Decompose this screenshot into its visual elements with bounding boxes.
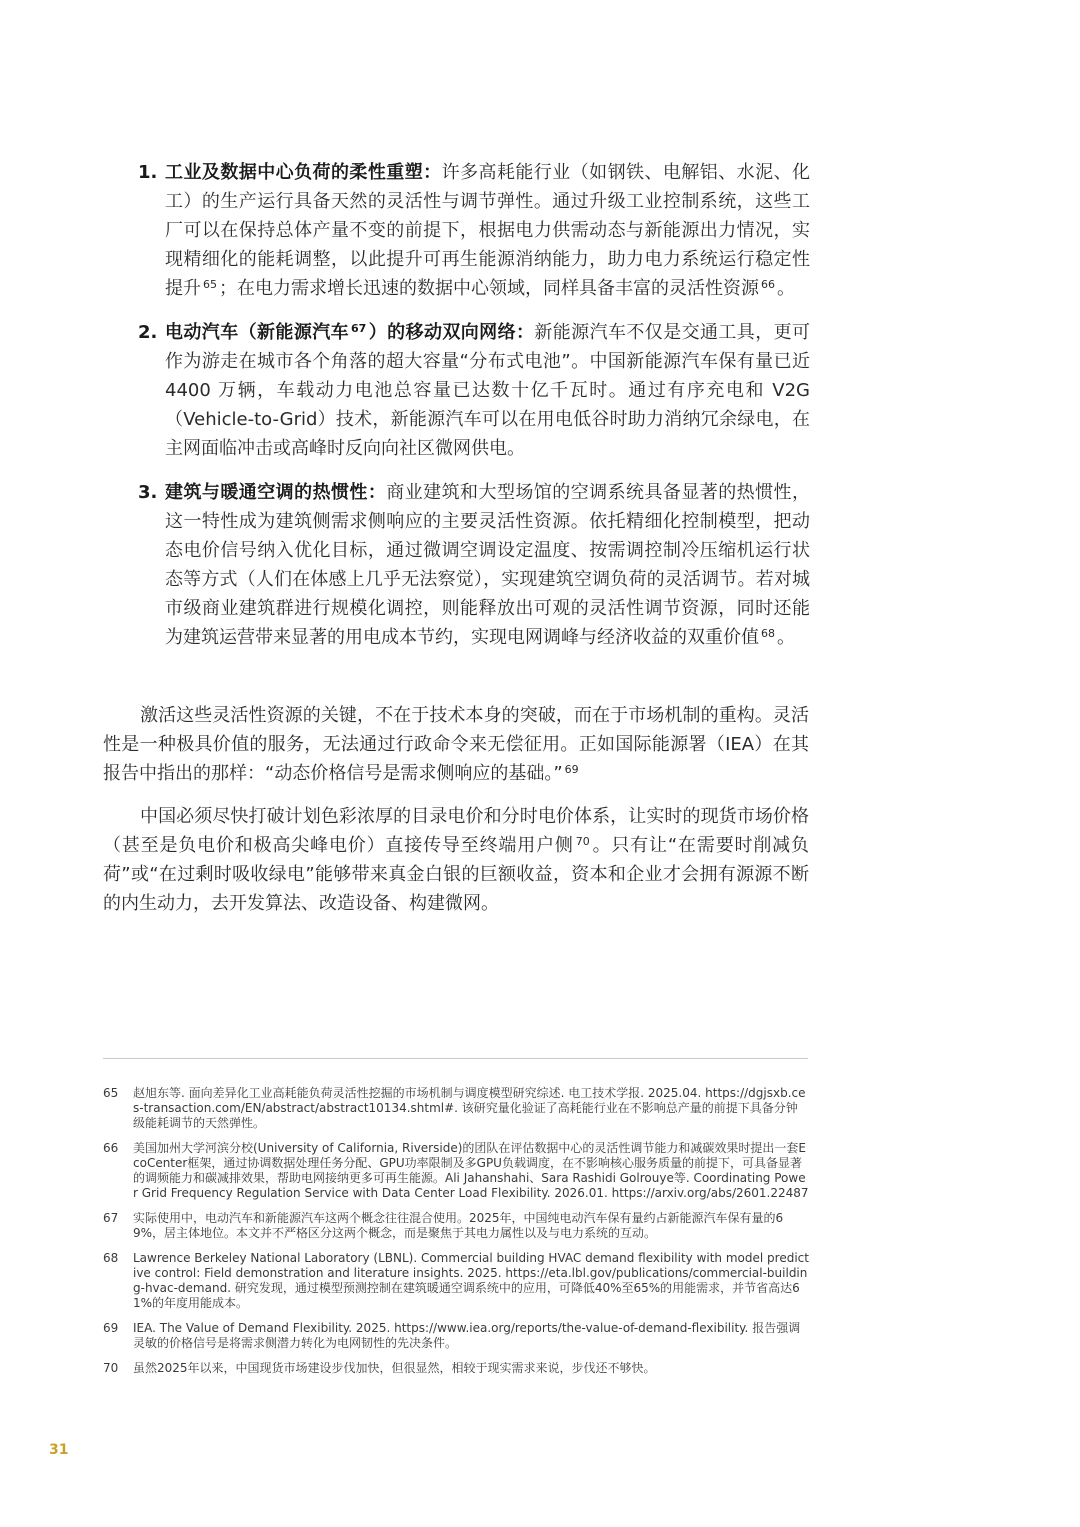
footnote-text: 美国加州大学河滨分校(University of California, Riverside)的团队在评估数据中心的灵活性调节能力和减碳效果时提出一套EcoCenter框架，通过协调数据处理任务分配、GPU功率限制及多GPU负载调度，在不影响核心服务质量的前提下，可具备显著的调频能力和碳减排效果，帮助电网接纳更多可再生能源。Ali Jahanshahi、Sara Rashidi Golrouye等. Coordinating Power Grid Frequency Regulation Service with Data Center Load Flexibility. 2026.01. https://arxiv.org/abs/2601.22487	[133, 1141, 809, 1200]
footnote-text: 赵旭东等. 面向差异化工业高耗能负荷灵活性挖掘的市场机制与调度模型研究综述. 电工技术学报. 2025.04. https://dgjsxb.ces-transaction.com/EN/abstract/abstract10134.shtml#. 该研究量化验证了高耗能行业在不影响总产量的前提下具备分钟级能耗调节的天然弹性。	[133, 1086, 806, 1130]
paragraph-text: 。只有让“在需要时削减负荷”或“在过剩时吸收绿电”能够带来真金白银的巨额收益，资本和企业才会拥有源源不断的内生动力，去开发算法、改造设备、构建微网。	[103, 835, 810, 914]
footnote-number: 65	[103, 1086, 119, 1100]
footnote	[103, 1321, 809, 1351]
footnote-text: IEA. The Value of Demand Flexibility. 2025. https://www.iea.org/reports/the-value-of-demand-flexibility. 报告强调灵敏的价格信号是将需求侧潜力转化为电网韧性的先决条件。	[133, 1321, 801, 1350]
page-number: 31	[49, 1442, 69, 1458]
footnote-number: 67	[103, 1211, 119, 1225]
paragraph-text: 中国必须尽快打破计划色彩浓厚的目录电价和分时电价体系，让实时的现货市场价格（甚至是负电价和极高尖峰电价）直接传导至终端用户侧	[103, 806, 809, 856]
numbered-list	[138, 158, 810, 667]
list-number: 3.	[138, 482, 158, 503]
footnote	[103, 1086, 809, 1131]
footnote-ref[interactable]: 66	[761, 278, 775, 291]
footnote-divider	[103, 1058, 808, 1059]
footnote-text: 实际使用中，电动汽车和新能源汽车这两个概念往往混合使用。2025年，中国纯电动汽车保有量约占新能源汽车保有量的69%，居主体地位。本文并不严格区分这两个概念，而是聚焦于其电力属性以及与电力系统的互动。	[133, 1211, 784, 1240]
footnote-ref[interactable]: 69	[564, 763, 579, 776]
list-heading: ）的移动双向网络：	[368, 322, 535, 343]
body-paragraph	[103, 701, 809, 788]
footnote	[103, 1251, 809, 1311]
list-text: ；在电力需求增长迅速的数据中心领域，同样具备丰富的灵活性资源	[219, 278, 759, 299]
list-item	[138, 318, 810, 463]
list-item	[138, 158, 810, 303]
paragraph-text: 激活这些灵活性资源的关键，不在于技术本身的突破，而在于市场机制的重构。灵活性是一种极具价值的服务，无法通过行政命令来无偿征用。正如国际能源署（IEA）在其报告中指出的那样：“动态价格信号是需求侧响应的基础。”	[103, 705, 809, 784]
list-text: 许多高耗能行业（如钢铁、电解铝、水泥、化工）的生产运行具备天然的灵活性与调节弹性。通过升级工业控制系统，这些工厂可以在保持总体产量不变的前提下，根据电力供需动态与新能源出力情况，实现精细化的能耗调整，以此提升可再生能源消纳能力，助力电力系统运行稳定性提升	[165, 162, 811, 299]
list-text: 。	[777, 627, 795, 648]
footnote	[103, 1361, 809, 1376]
list-text: 新能源汽车不仅是交通工具，更可作为游走在城市各个角落的超大容量“分布式电池”。中国新能源汽车保有量已近 4400 万辆，车载动力电池总容量已达数十亿千瓦时。通过有序充电和 V2G（Vehicle-to-Grid）技术，新能源汽车可以在用电低谷时助力消纳冗余绿电，在主网面临冲击或高峰时反向向社区微网供电。	[165, 322, 811, 459]
footnote-ref[interactable]: 70	[575, 835, 590, 848]
footnote-ref[interactable]: 67	[351, 322, 367, 335]
footnote-ref[interactable]: 68	[761, 627, 775, 640]
footnote-ref[interactable]: 65	[203, 278, 217, 291]
footnotes-list	[103, 1086, 809, 1386]
list-heading: 建筑与暖通空调的热惯性：	[165, 482, 387, 503]
list-heading: 电动汽车（新能源汽车	[165, 322, 350, 343]
footnote-number: 70	[103, 1361, 119, 1375]
list-heading: 工业及数据中心负荷的柔性重塑：	[165, 162, 442, 183]
footnote-text: 虽然2025年以来，中国现货市场建设步伐加快，但很显然，相较于现实需求来说，步伐还不够快。	[133, 1361, 656, 1375]
list-text: 。	[777, 278, 795, 299]
footnote	[103, 1141, 809, 1201]
list-item	[138, 478, 810, 652]
footnote-number: 69	[103, 1321, 119, 1335]
footnote-text: Lawrence Berkeley National Laboratory (LBNL). Commercial building HVAC demand flexibility with model predictive control: Field demonstration and literature insights. 2025. https://eta.lbl.gov/publications/commercial-building-hvac-demand. 研究发现，通过模型预测控制在建筑暖通空调系统中的应用，可降低40%至65%的用能需求，并节省高达61%的年度用能成本。	[133, 1251, 809, 1310]
list-text: 商业建筑和大型场馆的空调系统具备显著的热惯性，这一特性成为建筑侧需求侧响应的主要灵活性资源。依托精细化控制模型，把动态电价信号纳入优化目标，通过微调空调设定温度、按需调控制冷压缩机运行状态等方式（人们在体感上几乎无法察觉），实现建筑空调负荷的灵活调节。若对城市级商业建筑群进行规模化调控，则能释放出可观的灵活性调节资源，同时还能为建筑运营带来显著的用电成本节约，实现电网调峰与经济收益的双重价值	[165, 482, 811, 648]
list-number: 1.	[138, 162, 158, 183]
footnote-number: 68	[103, 1251, 119, 1265]
footnote-number: 66	[103, 1141, 119, 1155]
footnote	[103, 1211, 809, 1241]
list-number: 2.	[138, 322, 158, 343]
body-paragraph	[103, 802, 809, 918]
